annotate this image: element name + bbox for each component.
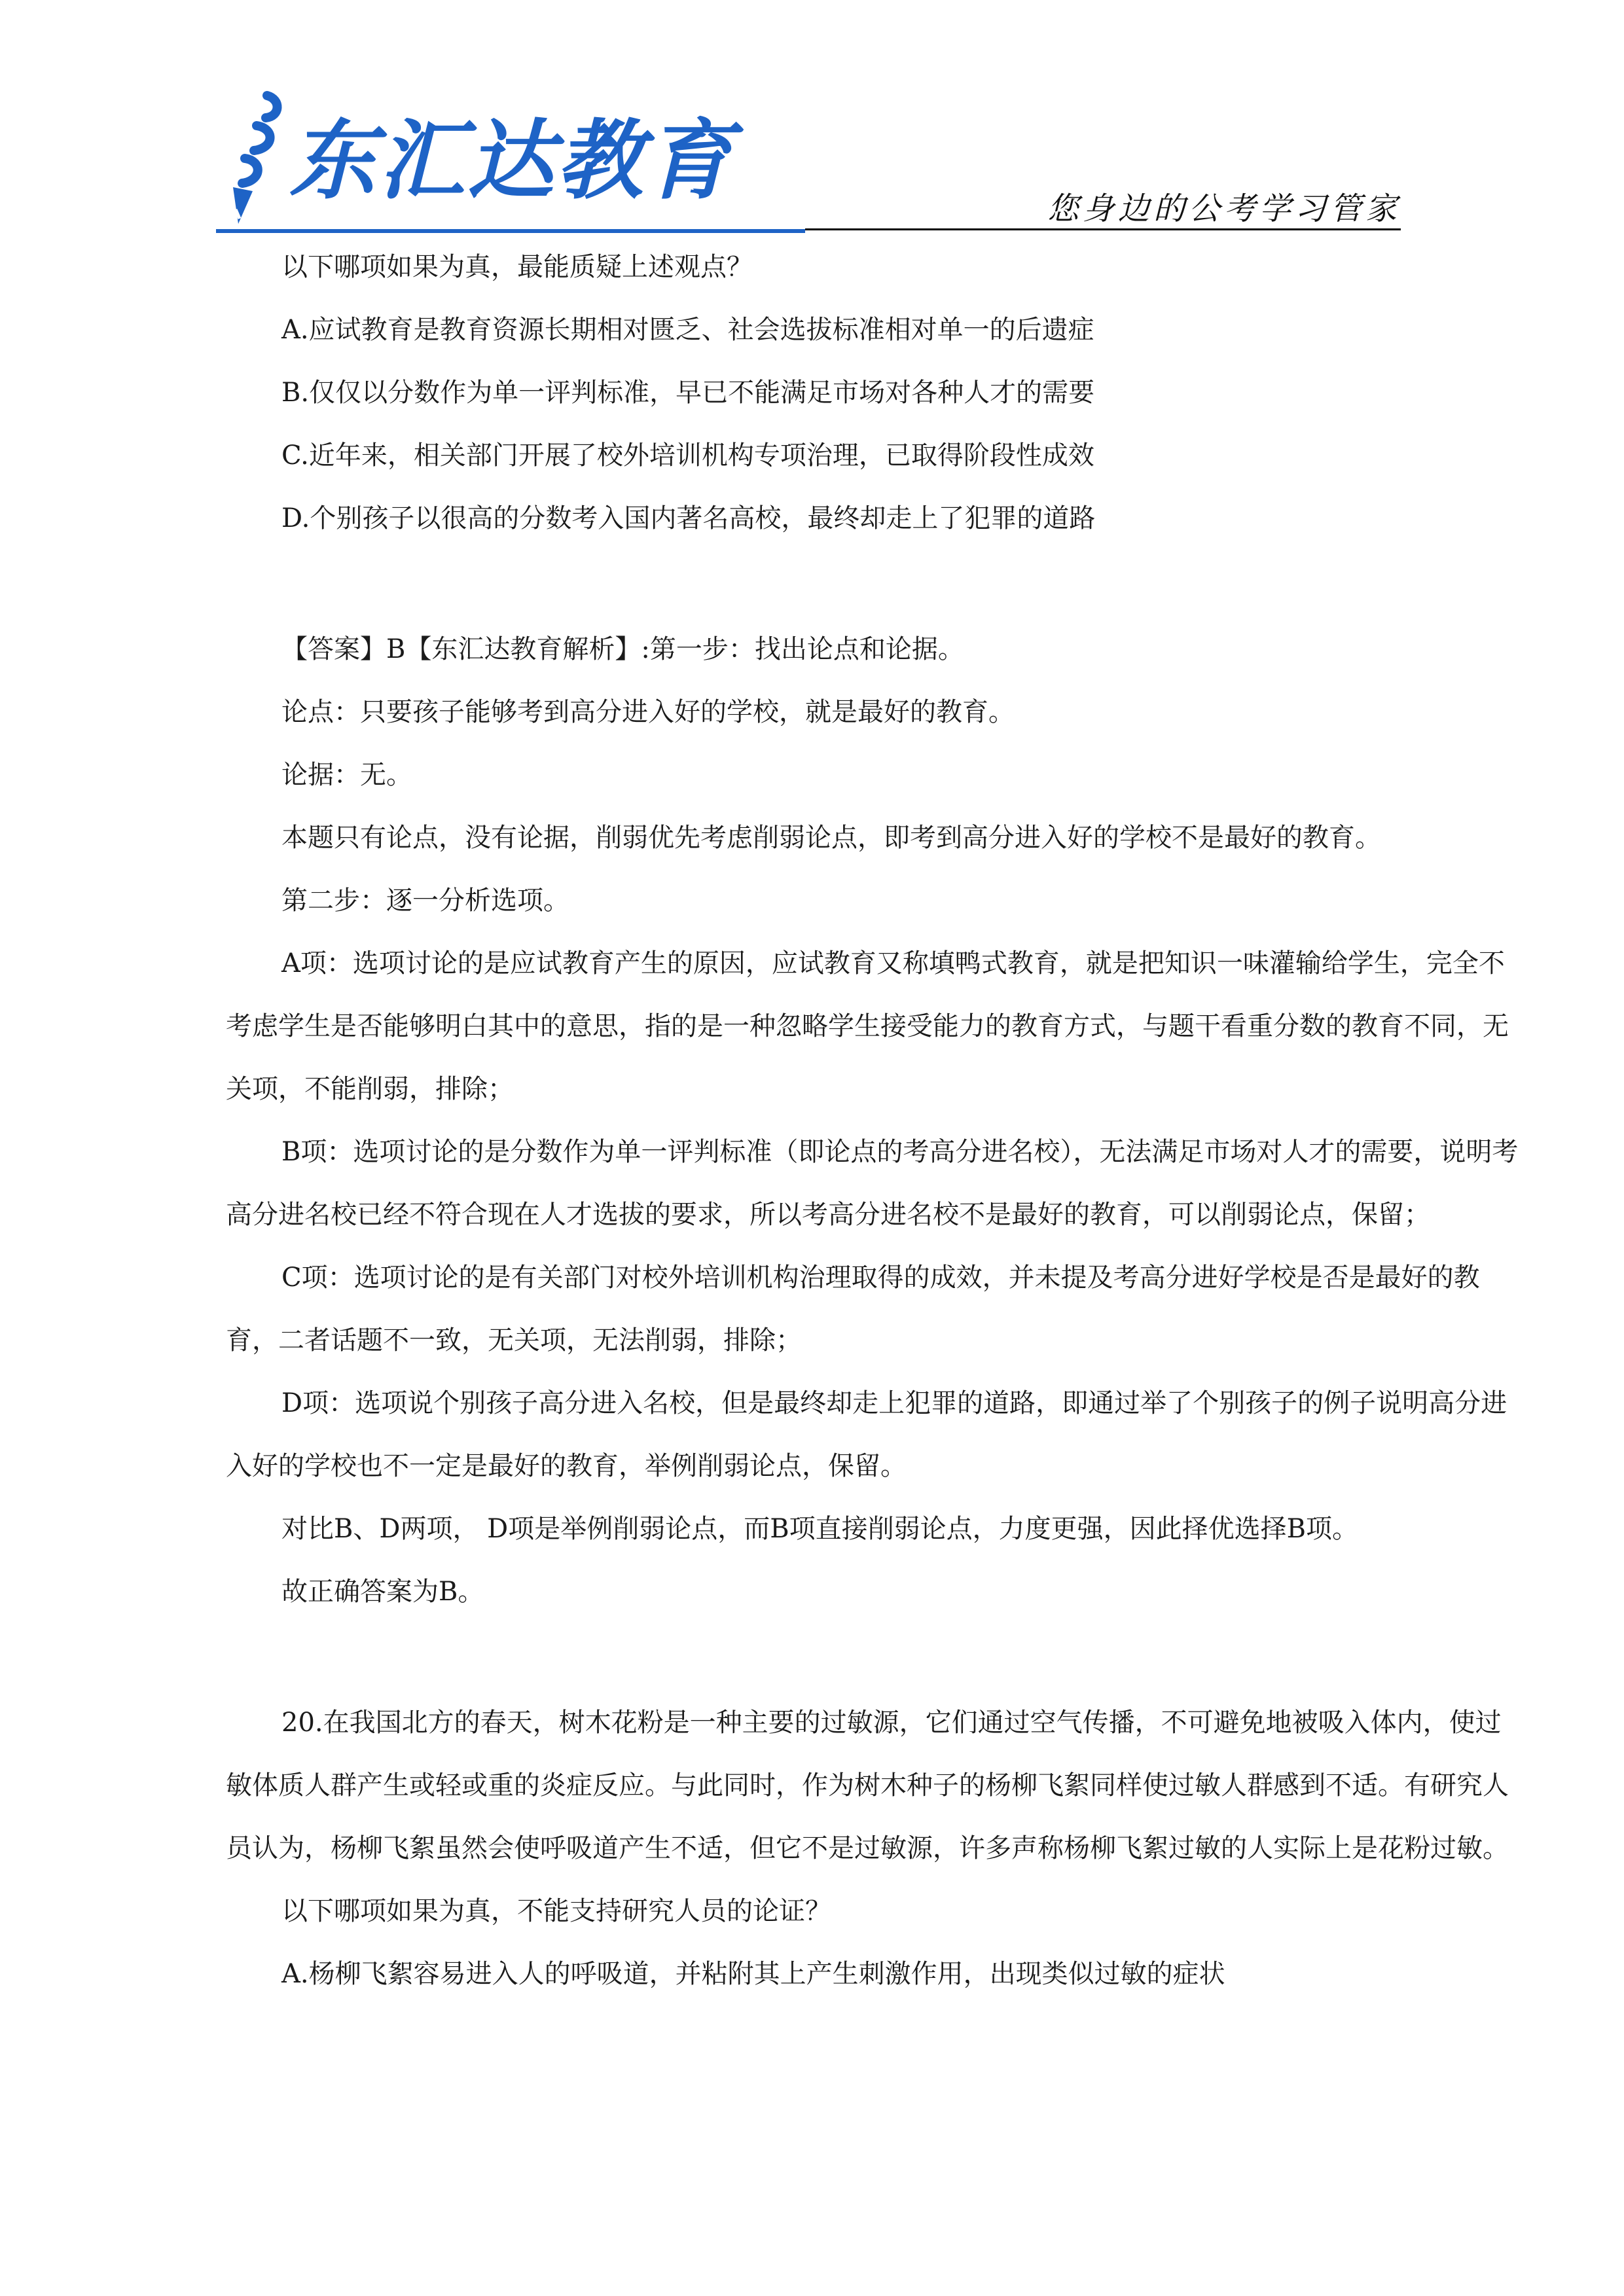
analysis-option-c: C项：选项讨论的是有关部门对校外培训机构治理取得的成效，并未提及考高分进好学校是否是最好的教育，二者话题不一致，无关项，无法削弱，排除； bbox=[226, 1263, 1480, 1355]
approach-line: 本题只有论点，没有论据，削弱优先考虑削弱论点，即考到高分进入好的学校不是最好的教育。 bbox=[281, 823, 1381, 853]
compare-line: 对比B、D两项， D项是举例削弱论点，而B项直接削弱论点，力度更强，因此择优选择B项。 bbox=[281, 1514, 1359, 1544]
brand-underline bbox=[216, 229, 805, 233]
analysis-option-d: D项：选项说个别孩子高分进入名校，但是最终却走上犯罪的道路，即通过举了个别孩子的例子说明高分进入好的学校也不一定是最好的教育，举例削弱论点，保留。 bbox=[226, 1388, 1507, 1481]
header-rule bbox=[805, 228, 1401, 230]
q20-option-a: A.杨柳飞絮容易进入人的呼吸道，并粘附其上产生刺激作用，出现类似过敏的症状 bbox=[281, 1959, 1225, 1989]
page-header bbox=[216, 79, 1401, 236]
conclusion-line: 故正确答案为B。 bbox=[281, 1577, 484, 1607]
pencil-logo-icon bbox=[216, 85, 295, 236]
claim-line: 论点：只要孩子能够考到高分进入好的学校，就是最好的教育。 bbox=[281, 697, 1015, 727]
step2-line: 第二步：逐一分析选项。 bbox=[281, 886, 569, 916]
header-tagline: 您身边的公考学习管家 bbox=[1047, 190, 1401, 227]
q19-option-b: B.仅仅以分数作为单一评判标准，早已不能满足市场对各种人才的需要 bbox=[281, 378, 1095, 408]
q19-option-d: D.个别孩子以很高的分数考入国内著名高校，最终却走上了犯罪的道路 bbox=[281, 503, 1096, 533]
evidence-line: 论据：无。 bbox=[281, 760, 412, 790]
section-gap bbox=[226, 550, 1519, 618]
q19-stem: 以下哪项如果为真，最能质疑上述观点？ bbox=[281, 252, 753, 282]
answer-line: 【答案】B【东汇达教育解析】:第一步：找出论点和论据。 bbox=[281, 634, 964, 664]
document-body bbox=[226, 236, 1519, 2005]
q19-option-c: C.近年来，相关部门开展了校外培训机构专项治理，已取得阶段性成效 bbox=[281, 440, 1094, 471]
analysis-option-a: A项：选项讨论的是应试教育产生的原因，应试教育又称填鸭式教育，就是把知识一味灌输给学生，完全不考虑学生是否能够明白其中的意思，指的是一种忽略学生接受能力的教育方式，与题干看重分数的教育不同，无关项，不能削弱，排除； bbox=[226, 948, 1509, 1104]
q20-stem: 20.在我国北方的春天，树木花粉是一种主要的过敏源，它们通过空气传播，不可避免地被吸入体内，使过敏体质人群产生或轻或重的炎症反应。与此同时，作为树木种子的杨柳飞絮同样使过敏人群感到不适。有研究人员认为，杨柳飞絮虽然会使呼吸道产生不适，但它不是过敏源，许多声称杨柳飞絮过敏的人实际上是花粉过敏。 bbox=[226, 1708, 1509, 1863]
section-gap bbox=[226, 1623, 1519, 1691]
q20-question: 以下哪项如果为真，不能支持研究人员的论证？ bbox=[281, 1896, 831, 1926]
brand-logo-text: 东汇达教育 bbox=[289, 111, 734, 211]
analysis-option-b: B项：选项讨论的是分数作为单一评判标准（即论点的考高分进名校），无法满足市场对人才的需要，说明考高分进名校已经不符合现在人才选拔的要求，所以考高分进名校不是最好的教育，可以削弱论点，保留； bbox=[226, 1137, 1519, 1230]
q19-option-a: A.应试教育是教育资源长期相对匮乏、社会选拔标准相对单一的后遗症 bbox=[281, 315, 1094, 345]
